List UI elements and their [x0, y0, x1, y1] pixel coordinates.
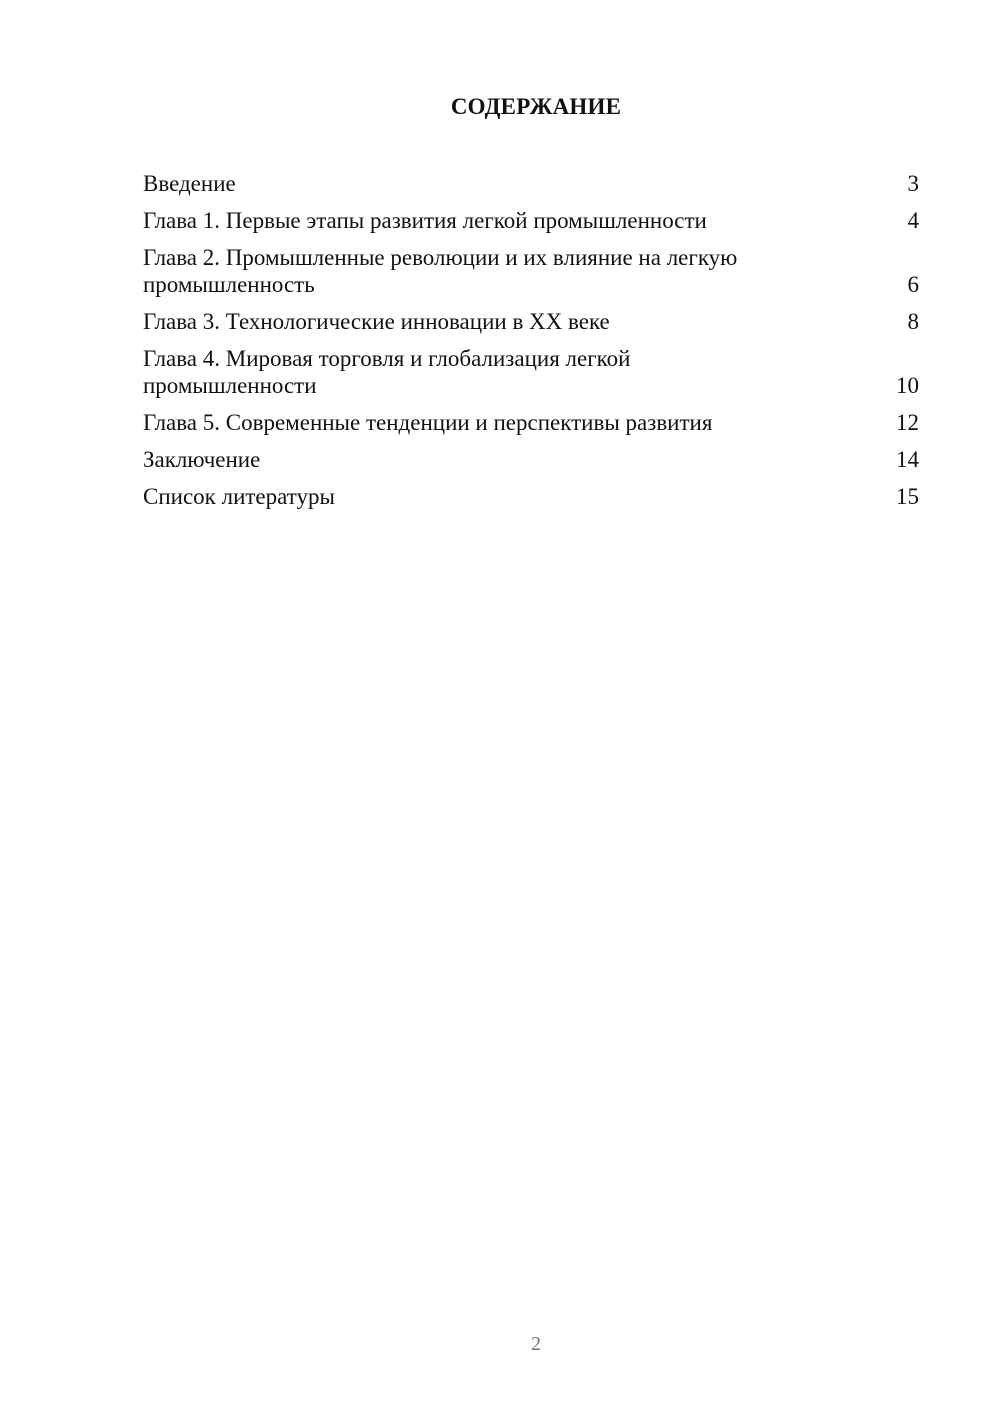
- toc-entry-chapter-2[interactable]: [143, 244, 919, 298]
- toc-entry-text: Глава 3. Технологические инновации в XX веке: [143, 309, 610, 334]
- toc-entry-page: 15: [896, 484, 919, 509]
- toc-entry-page: 10: [896, 373, 919, 398]
- toc-title: СОДЕРЖАНИЕ: [450, 94, 622, 119]
- toc-entry-chapter-3[interactable]: [143, 308, 919, 335]
- toc-entry-text: Список литературы: [143, 484, 335, 509]
- toc-entry-page: 6: [907, 272, 919, 297]
- toc-entry-conclusion[interactable]: [143, 446, 919, 473]
- toc-entry-page: 3: [907, 171, 919, 196]
- toc-entry-page: 4: [907, 208, 919, 233]
- table-of-contents: [143, 170, 919, 520]
- toc-entry-text: Глава 2. Промышленные революции и их влияние на легкую промышленность: [143, 245, 738, 297]
- toc-entry-chapter-5[interactable]: [143, 409, 919, 436]
- toc-entry-text: Заключение: [143, 447, 261, 472]
- toc-entry-page: 14: [896, 447, 919, 472]
- toc-entry-text: Глава 5. Современные тенденции и перспективы развития: [143, 410, 713, 435]
- toc-entry-text: Глава 4. Мировая торговля и глобализация легкой промышленности: [143, 346, 631, 398]
- toc-entry-introduction[interactable]: [143, 170, 919, 197]
- toc-entry-text: Введение: [143, 171, 236, 196]
- toc-entry-page: 8: [907, 309, 919, 334]
- toc-entry-text: Глава 1. Первые этапы развития легкой промышленности: [143, 208, 707, 233]
- toc-entry-page: 12: [896, 410, 919, 435]
- toc-entry-chapter-4[interactable]: [143, 345, 919, 399]
- toc-entry-references[interactable]: [143, 483, 919, 510]
- page-number: 2: [531, 1333, 541, 1355]
- toc-entry-chapter-1[interactable]: [143, 207, 919, 234]
